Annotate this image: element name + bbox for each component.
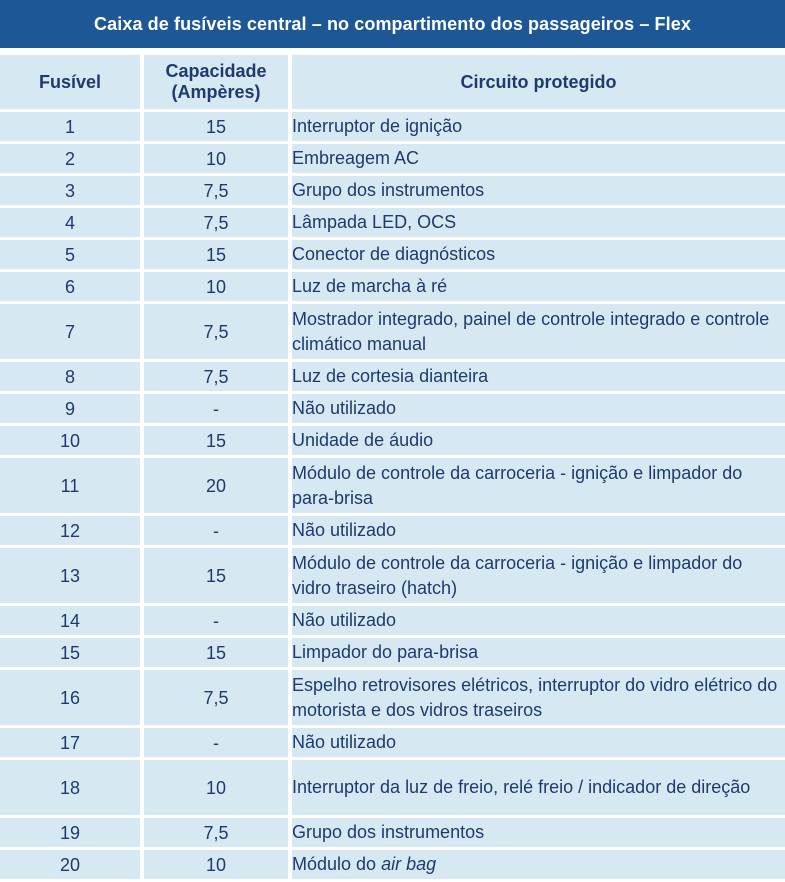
table-row — [0, 818, 785, 847]
circuit-cell — [292, 362, 785, 391]
circuit-description: Luz de cortesia dianteira — [292, 366, 489, 386]
fuse-capacity: 10 — [144, 144, 292, 173]
circuit-cell — [292, 272, 785, 301]
circuit-cell — [292, 426, 785, 455]
fuse-number: 15 — [0, 638, 144, 667]
table-row — [0, 760, 785, 815]
circuit-description: Módulo de controle da carroceria - ignição e limpador do para-brisa — [292, 462, 743, 508]
table-row — [0, 728, 785, 757]
table-row — [0, 850, 785, 879]
circuit-cell — [292, 144, 785, 173]
fuse-capacity: 7,5 — [144, 176, 292, 205]
circuit-description: Módulo do — [292, 854, 382, 874]
circuit-description: Espelho retrovisores elétricos, interruptor do vidro elétrico do motorista e dos vidros traseiros — [292, 674, 778, 720]
table-row — [0, 208, 785, 237]
fuse-number: 9 — [0, 394, 144, 423]
fuse-number: 20 — [0, 850, 144, 879]
circuit-cell — [292, 670, 785, 725]
circuit-description: Interruptor de ignição — [292, 116, 463, 136]
table-row — [0, 176, 785, 205]
circuit-description: Não utilizado — [292, 732, 397, 752]
circuit-cell — [292, 240, 785, 269]
circuit-cell — [292, 112, 785, 141]
table-row — [0, 458, 785, 513]
fuse-capacity: 7,5 — [144, 670, 292, 725]
table-row — [0, 144, 785, 173]
fuse-number: 1 — [0, 112, 144, 141]
fuse-capacity: 7,5 — [144, 362, 292, 391]
fuse-capacity: 15 — [144, 240, 292, 269]
circuit-cell — [292, 638, 785, 667]
fuse-number: 16 — [0, 670, 144, 725]
table-row — [0, 112, 785, 141]
fuse-number: 6 — [0, 272, 144, 301]
fuse-number: 8 — [0, 362, 144, 391]
fuse-number: 19 — [0, 818, 144, 847]
circuit-cell — [292, 850, 785, 879]
fuse-number: 10 — [0, 426, 144, 455]
fuse-number: 7 — [0, 304, 144, 359]
circuit-description: Módulo de controle da carroceria - ignição e limpador do vidro traseiro (hatch) — [292, 552, 743, 598]
circuit-cell — [292, 458, 785, 513]
table-row — [0, 362, 785, 391]
table-row — [0, 548, 785, 603]
fuse-capacity: 15 — [144, 426, 292, 455]
circuit-cell — [292, 548, 785, 603]
circuit-cell — [292, 606, 785, 635]
circuit-cell — [292, 516, 785, 545]
table-row — [0, 606, 785, 635]
fuse-capacity: 15 — [144, 638, 292, 667]
header-capacity-line1: Capacidade — [165, 61, 267, 81]
fuse-number: 18 — [0, 760, 144, 815]
circuit-emphasis: air bag — [381, 854, 437, 874]
circuit-description: Não utilizado — [292, 398, 397, 418]
fuse-capacity: 10 — [144, 760, 292, 815]
fuse-number: 2 — [0, 144, 144, 173]
fuse-capacity: 15 — [144, 112, 292, 141]
circuit-description: Mostrador integrado, painel de controle integrado e controle climático manual — [292, 308, 770, 354]
header-circuit: Circuito protegido — [292, 55, 785, 109]
fuse-number: 3 — [0, 176, 144, 205]
fuse-capacity: - — [144, 728, 292, 757]
fuse-capacity: 15 — [144, 548, 292, 603]
circuit-description: Unidade de áudio — [292, 430, 434, 450]
fuse-number: 5 — [0, 240, 144, 269]
fuse-capacity: 7,5 — [144, 208, 292, 237]
header-capacity — [144, 55, 292, 109]
table-body — [0, 112, 785, 879]
circuit-description: Luz de marcha à ré — [292, 276, 448, 296]
circuit-cell — [292, 176, 785, 205]
table-row — [0, 426, 785, 455]
table-header — [0, 55, 785, 109]
circuit-cell — [292, 208, 785, 237]
table-row — [0, 240, 785, 269]
header-capacity-line2: (Ampères) — [171, 82, 261, 102]
circuit-description: Interruptor da luz de freio, relé freio / indicador de direção — [292, 777, 751, 797]
fuse-capacity: - — [144, 394, 292, 423]
table-row — [0, 272, 785, 301]
table-row — [0, 394, 785, 423]
circuit-description: Grupo dos instrumentos — [292, 822, 485, 842]
fuse-capacity: 10 — [144, 272, 292, 301]
table-row — [0, 670, 785, 725]
circuit-description: Não utilizado — [292, 610, 397, 630]
fuse-number: 12 — [0, 516, 144, 545]
circuit-description: Não utilizado — [292, 520, 397, 540]
circuit-description: Limpador do para-brisa — [292, 642, 479, 662]
table-title: Caixa de fusíveis central – no compartimento dos passageiros – Flex — [0, 0, 785, 48]
fuse-number: 14 — [0, 606, 144, 635]
circuit-description: Conector de diagnósticos — [292, 244, 496, 264]
table-row — [0, 304, 785, 359]
fuse-number: 11 — [0, 458, 144, 513]
fuse-number: 13 — [0, 548, 144, 603]
circuit-description: Grupo dos instrumentos — [292, 180, 485, 200]
header-fuse: Fusível — [0, 55, 144, 109]
fuse-capacity: 7,5 — [144, 304, 292, 359]
circuit-cell — [292, 394, 785, 423]
table-row — [0, 516, 785, 545]
circuit-cell — [292, 304, 785, 359]
fuse-number: 4 — [0, 208, 144, 237]
fuse-table — [0, 52, 785, 882]
fuse-capacity: - — [144, 606, 292, 635]
fuse-capacity: 7,5 — [144, 818, 292, 847]
circuit-cell — [292, 818, 785, 847]
circuit-description: Lâmpada LED, OCS — [292, 212, 457, 232]
circuit-cell — [292, 760, 785, 815]
circuit-description: Embreagem AC — [292, 148, 420, 168]
table-row — [0, 638, 785, 667]
fuse-capacity: 10 — [144, 850, 292, 879]
fuse-capacity: - — [144, 516, 292, 545]
fuse-capacity: 20 — [144, 458, 292, 513]
circuit-cell — [292, 728, 785, 757]
fuse-number: 17 — [0, 728, 144, 757]
